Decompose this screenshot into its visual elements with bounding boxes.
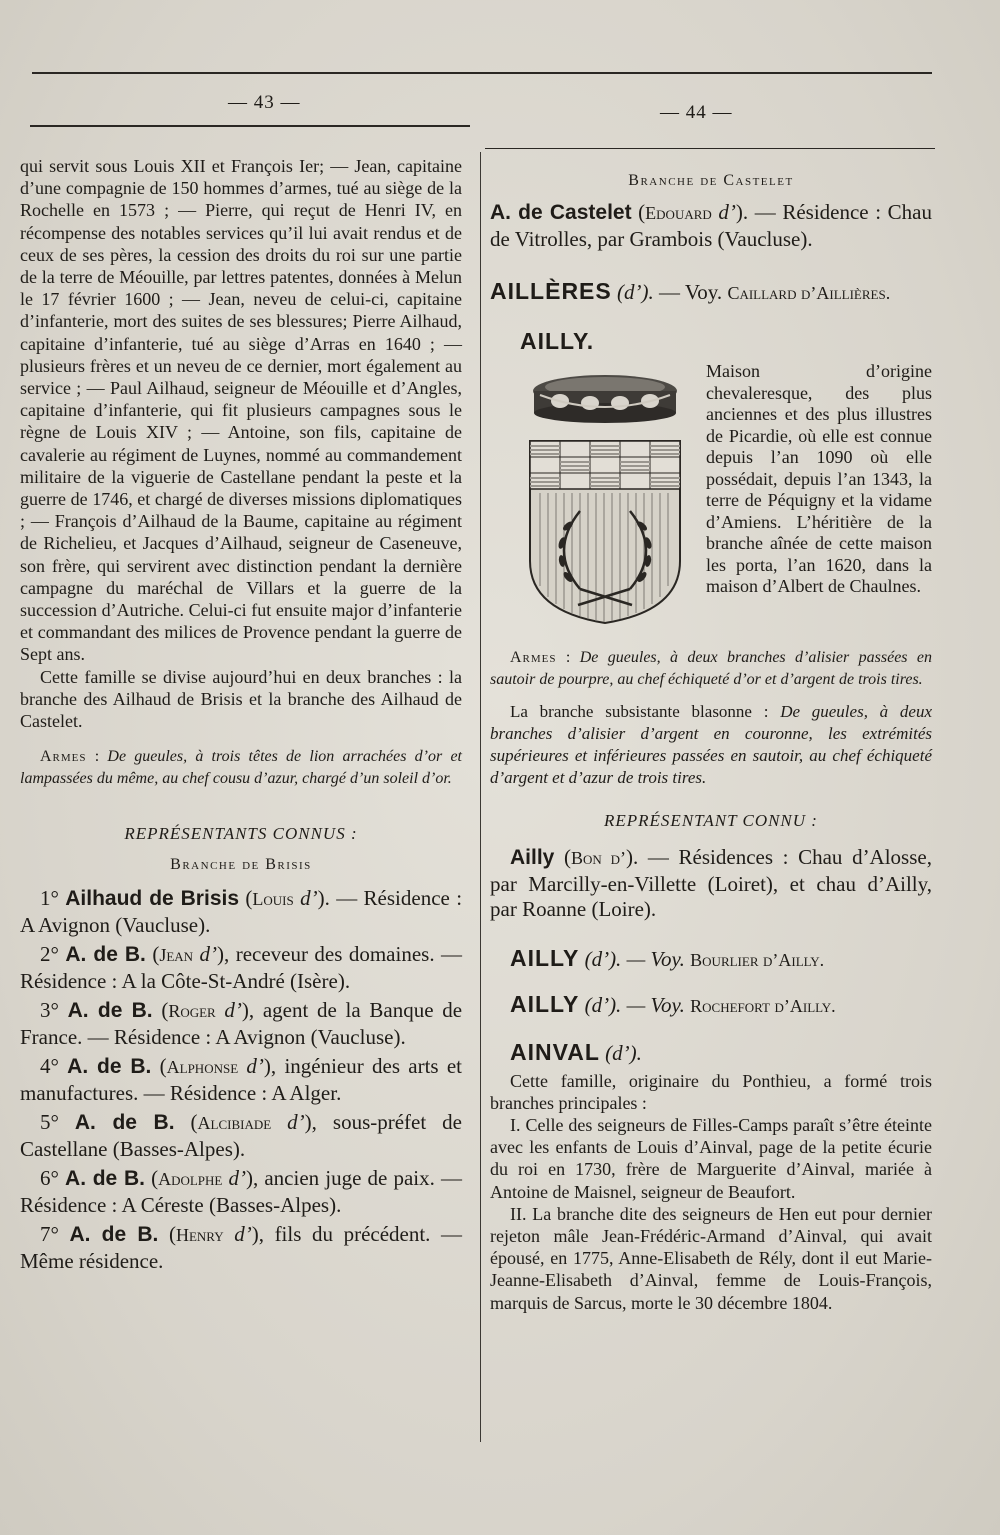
ailly-reference-1: AILLY (d’). — Voy. Bourlier d’Ailly. [510, 944, 825, 971]
list-item: 7° A. de B. (Henry d’), fils du précédent. — Même résidence. [20, 1222, 463, 1273]
crown-icon [533, 375, 677, 423]
ainval-branch-2: II. La branche dite des seigneurs de Hen eut pour dernier rejeton mâle Jean-Frédéric-Armand d’Ainval, qui avait épousé, en 1775, Anne-Elisabeth de Rély, dont il eut Marie-Jeanne-Elisabeth d’Ainval, femme de Louis-François, marquis de Sarcus, morte le 30 décembre 1804. [490, 1203, 932, 1313]
right-header-rule [485, 148, 935, 149]
column-divider [480, 152, 481, 1442]
entry-name: Ailhaud de Brisis [65, 887, 240, 911]
ailly-description: Maison d’origine chevaleresque, des plus anciennes et des plus illustres de Picardie, où elle est connue depuis l’an 1090 où elle possédait, depuis l’an 1343, la terre de Péquigny et la vidame d’Amiens. L’héritière de la branche aînée de cette maison les porta, l’an 1620, dans la maison d’Albert de Chaulnes. [706, 361, 932, 596]
left-page-number: — 43 — [228, 92, 301, 113]
list-item: 4° A. de B. (Alphonse d’), ingénieur des arts et manufactures. — Résidence : A Alger. [20, 1054, 462, 1105]
entry-name: A. de B. [69, 1223, 159, 1247]
entry-name: Ailly [510, 846, 555, 869]
list-item: 5° A. de B. (Alcibiade d’), sous-préfet de Castellane (Basses-Alpes). [20, 1110, 463, 1161]
ainval-intro: Cette famille, originaire du Ponthieu, a formé trois branches principales : [490, 1070, 932, 1113]
division-text: Cette famille se divise aujourd’hui en deux branches : la branche des Ailhaud de Brisis et la branche des Ailhaud de Castelet. [20, 666, 462, 732]
castelet-entry: A. de Castelet (Edouard d’). — Résidence : Chau de Vitrolles, par Grambois (Vaucluse). [490, 200, 932, 251]
entry-name: A. de B. [74, 1111, 175, 1135]
ainval-title: AINVAL (d’). [510, 1038, 642, 1065]
arms-text: De gueules, à trois têtes de lion arrachées d’or et lampassées du même, au chef cousu d’azur, chargé d’un soleil d’or. [20, 748, 462, 788]
coat-of-arms-image [520, 361, 690, 631]
ailly-representative: Ailly (Bon d’). — Résidences : Chau d’Alosse, par Marcilly-en-Villette (Loiret), et chau d’Ailly, par Roanne (Loire). [490, 845, 932, 921]
left-arms: Armes : De gueules, à trois têtes de lion arrachées d’or et lampassées du même, au chef cousu d’azur, chargé d’un soleil d’or. [20, 748, 462, 788]
representatives-list [20, 886, 462, 1274]
ailly-arms-block [490, 361, 932, 661]
top-rule [32, 72, 932, 74]
entry-name: AILLÈRES [490, 278, 612, 304]
list-item: 6° A. de B. (Adolphe d’), ancien juge de paix. — Résidence : A Céreste (Basses-Alpes). [20, 1166, 463, 1217]
ailly-arms: Armes : De gueules, à deux branches d’alisier passées en sautoir de pourpre, au chef échiqueté d’or et d’argent de trois tires. [490, 649, 933, 688]
right-page-number: — 44 — [660, 102, 733, 123]
branch-castelet-title: Branche de Castelet [628, 172, 794, 189]
coat-of-arms-icon [520, 361, 690, 631]
entry-name: A. de B. [67, 1055, 152, 1079]
branch-brisis-title: Branche de Brisis [170, 856, 312, 874]
left-body-text: qui servit sous Louis XII et François Ier; — Jean, capitaine d’une compagnie de 150 hommes d’armes, tué au siège de la Rochelle en 1573 ; — Pierre, qui reçut de Henri IV, en récompense des notables services qu’il lui avait rendus et de ceux de ses pères, la cession des droits du roi sur une partie de la terre de Méouille, par lettres patentes, données à Melun le 17 février 1600 ; — Jean, neveu de celui-ci, capitaine d’infanterie, mort des suites de ses blessures; Pierre Ailhaud, capitaine d’infanterie, tué au siège d’Arras en 1640 ; — plusieurs frères et un neveu de ce dernier, mort également au service ; — Paul Ailhaud, seigneur de Méouille et d’Angles, capitaine d’infanterie, qui fit plusieurs campagnes sous le règne de Louis XIV ; — Antoine, son fils, capitaine de cavalerie au régiment de Luynes, nommé au commandement militaire de la viguerie de Castellane pendant la peste et la guerre de 1746, et chargé de diverses missions diplomatiques ; — François d’Ailhaud de la Baume, capitaine au régiment de Richelieu, et Jacques d’Ailhaud, seigneur de Caseneuve, son frère, qui servirent avec distinction pendant la dernière campagne du maréchal de Villars et la guerre de la succession d’Autriche. Celui-ci fut ensuite major d’infanterie et commandant des milices de Provence pendant la guerre de Sept ans. [20, 156, 462, 665]
entry-name: A. de B. [65, 943, 146, 967]
shield-icon [530, 441, 680, 623]
representative-title: REPRÉSENTANT CONNU : [604, 811, 818, 830]
right-column [490, 172, 932, 1314]
list-item: 1° Ailhaud de Brisis (Louis d’). — Résidence : A Avignon (Vaucluse). [20, 886, 463, 937]
list-item: 3° A. de B. (Roger d’), agent de la Banque de France. — Résidence : A Avignon (Vaucluse). [20, 998, 463, 1049]
left-header-rule [30, 125, 470, 127]
entry-name: A. de B. [65, 1167, 145, 1191]
entry-name: A. de Castelet [490, 201, 632, 224]
ailly-title: AILLY. [520, 328, 595, 354]
ailly-branch-arms: La branche subsistante blasonne : De gueules, à deux branches d’alisier d’argent en couronne, les extrémités supérieures et inférieures passées en sautoir, au chef échiqueté d’argent et d’azur de trois tires. [490, 702, 933, 787]
ainval-branch-1: I. Celle des seigneurs de Filles-Camps paraît s’être éteinte avec les enfants de Louis d’Ainval, page de la petite écurie du roi en 1730, frère de Marguerite d’Ainval, mariée à Antoine de Maisnel, seigneur de Beaufort. [490, 1114, 932, 1202]
ailly-reference-2: AILLY (d’). — Voy. Rochefort d’Ailly. [510, 990, 836, 1017]
left-column [20, 155, 462, 1274]
representatives-title: REPRÉSENTANTS CONNUS : [124, 824, 358, 844]
arms-label: Armes [40, 748, 87, 766]
list-item: 2° A. de B. (Jean d’), receveur des domaines. — Résidence : A la Côte-St-André (Isère). [20, 942, 463, 993]
aillieres-entry: AILLÈRES (d’). — Voy. Caillard d’Aillières. [490, 278, 891, 304]
entry-name: A. de B. [67, 999, 153, 1023]
